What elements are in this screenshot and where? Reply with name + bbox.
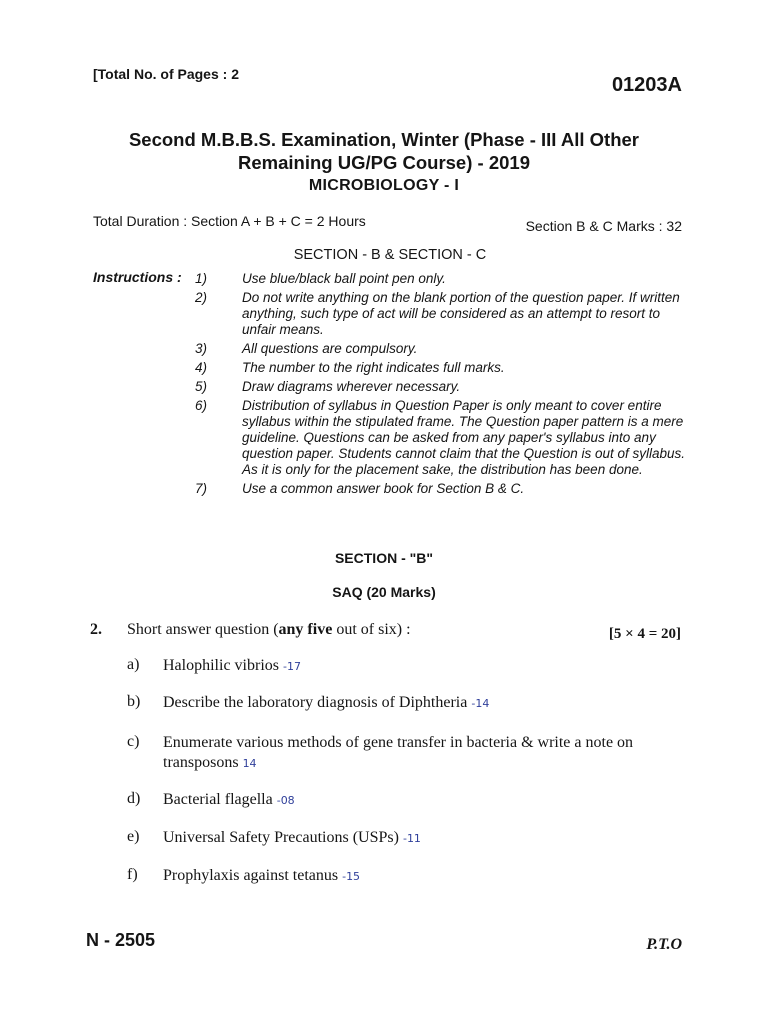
part-letter: a) — [127, 656, 140, 673]
instructions-label: Instructions : — [93, 269, 182, 285]
part-text-content: Bacterial flagella — [163, 791, 273, 808]
instruction-number: 6) — [195, 398, 208, 413]
instruction-text: Use blue/black ball point pen only. — [242, 271, 446, 286]
part-text-content: Halophilic vibrios — [163, 657, 279, 674]
instruction-number: 5) — [195, 379, 208, 394]
question-part — [127, 790, 703, 811]
handwritten-note: -08 — [276, 794, 295, 807]
question-text — [127, 621, 411, 639]
question-part — [127, 733, 693, 774]
instruction-item — [195, 379, 695, 395]
part-text — [163, 656, 703, 677]
handwritten-note: -15 — [342, 870, 361, 883]
question-part — [127, 828, 703, 849]
part-text — [163, 866, 703, 887]
exam-title-line-1: Second M.B.B.S. Examination, Winter (Phase - III All Other — [128, 129, 640, 150]
part-text — [163, 733, 693, 774]
question-number: 2. — [90, 621, 102, 638]
part-text — [163, 693, 703, 714]
handwritten-note: 14 — [242, 757, 257, 770]
total-pages-label: [Total No. of Pages : 2 — [93, 66, 239, 82]
instruction-item — [195, 271, 695, 287]
instruction-item — [195, 290, 695, 338]
question-part — [127, 866, 703, 887]
section-b-heading: SECTION - "B" — [334, 550, 434, 566]
instruction-item — [195, 398, 695, 478]
part-letter: d) — [127, 790, 141, 807]
question-text-after: out of six) : — [332, 621, 411, 638]
instruction-item — [195, 341, 695, 357]
question-part — [127, 693, 703, 714]
handwritten-note: -14 — [471, 697, 490, 710]
part-text — [163, 828, 703, 849]
part-letter: c) — [127, 733, 140, 750]
part-text-content: Universal Safety Precautions (USPs) — [163, 829, 399, 846]
question-text-bold: any five — [278, 621, 333, 638]
paper-code: 01203A — [611, 74, 682, 96]
instruction-text: All questions are compulsory. — [242, 341, 418, 356]
instruction-number: 1) — [195, 271, 208, 286]
instruction-text: Use a common answer book for Section B & C. — [242, 481, 525, 496]
instruction-number: 4) — [195, 360, 208, 375]
exam-title — [0, 128, 768, 174]
instruction-text: Distribution of syllabus in Question Paper is only meant to cover entire syllabus within the stipulated frame. The Question paper pattern is a mere guideline. Questions can be asked from any paper's syllabus into any question paper. Students cannot claim that the Question is out of syllabus. As it is only for the placement sake, the distribution has been done. — [242, 398, 686, 477]
instruction-number: 3) — [195, 341, 208, 356]
part-letter: e) — [127, 828, 140, 845]
part-text-content: Enumerate various methods of gene transfer in bacteria & write a note on transposons — [163, 734, 634, 771]
instruction-number: 2) — [195, 290, 208, 305]
instruction-text: Draw diagrams wherever necessary. — [242, 379, 461, 394]
section-marks: Section B & C Marks : 32 — [525, 218, 682, 234]
part-letter: b) — [127, 693, 141, 710]
footer-code: N - 2505 — [86, 930, 156, 950]
instruction-text: Do not write anything on the blank portion of the question paper. If written anything, such type of act will be considered as an attempt to resort to unfair means. — [242, 290, 680, 337]
part-text-content: Describe the laboratory diagnosis of Diphtheria — [163, 694, 468, 711]
part-letter: f) — [127, 866, 138, 883]
handwritten-note: -17 — [282, 660, 301, 673]
question-part — [127, 656, 703, 677]
instruction-number: 7) — [195, 481, 208, 496]
question-text-before: Short answer question ( — [127, 621, 279, 638]
saq-heading: SAQ (20 Marks) — [332, 584, 436, 600]
instructions-list — [195, 271, 695, 500]
part-text-content: Prophylaxis against tetanus — [163, 867, 339, 884]
instruction-item — [195, 481, 695, 497]
part-text — [163, 790, 703, 811]
handwritten-note: -11 — [402, 832, 421, 845]
total-duration: Total Duration : Section A + B + C = 2 Hours — [93, 213, 366, 229]
pto-label: P.T.O — [646, 936, 682, 953]
subject-title: MICROBIOLOGY - I — [308, 177, 460, 194]
section-heading: SECTION - B & SECTION - C — [293, 247, 487, 263]
instruction-item — [195, 360, 695, 376]
question-marks: [5 × 4 = 20] — [608, 626, 681, 642]
exam-title-line-2: Remaining UG/PG Course) - 2019 — [238, 152, 530, 173]
instruction-text: The number to the right indicates full marks. — [242, 360, 505, 375]
